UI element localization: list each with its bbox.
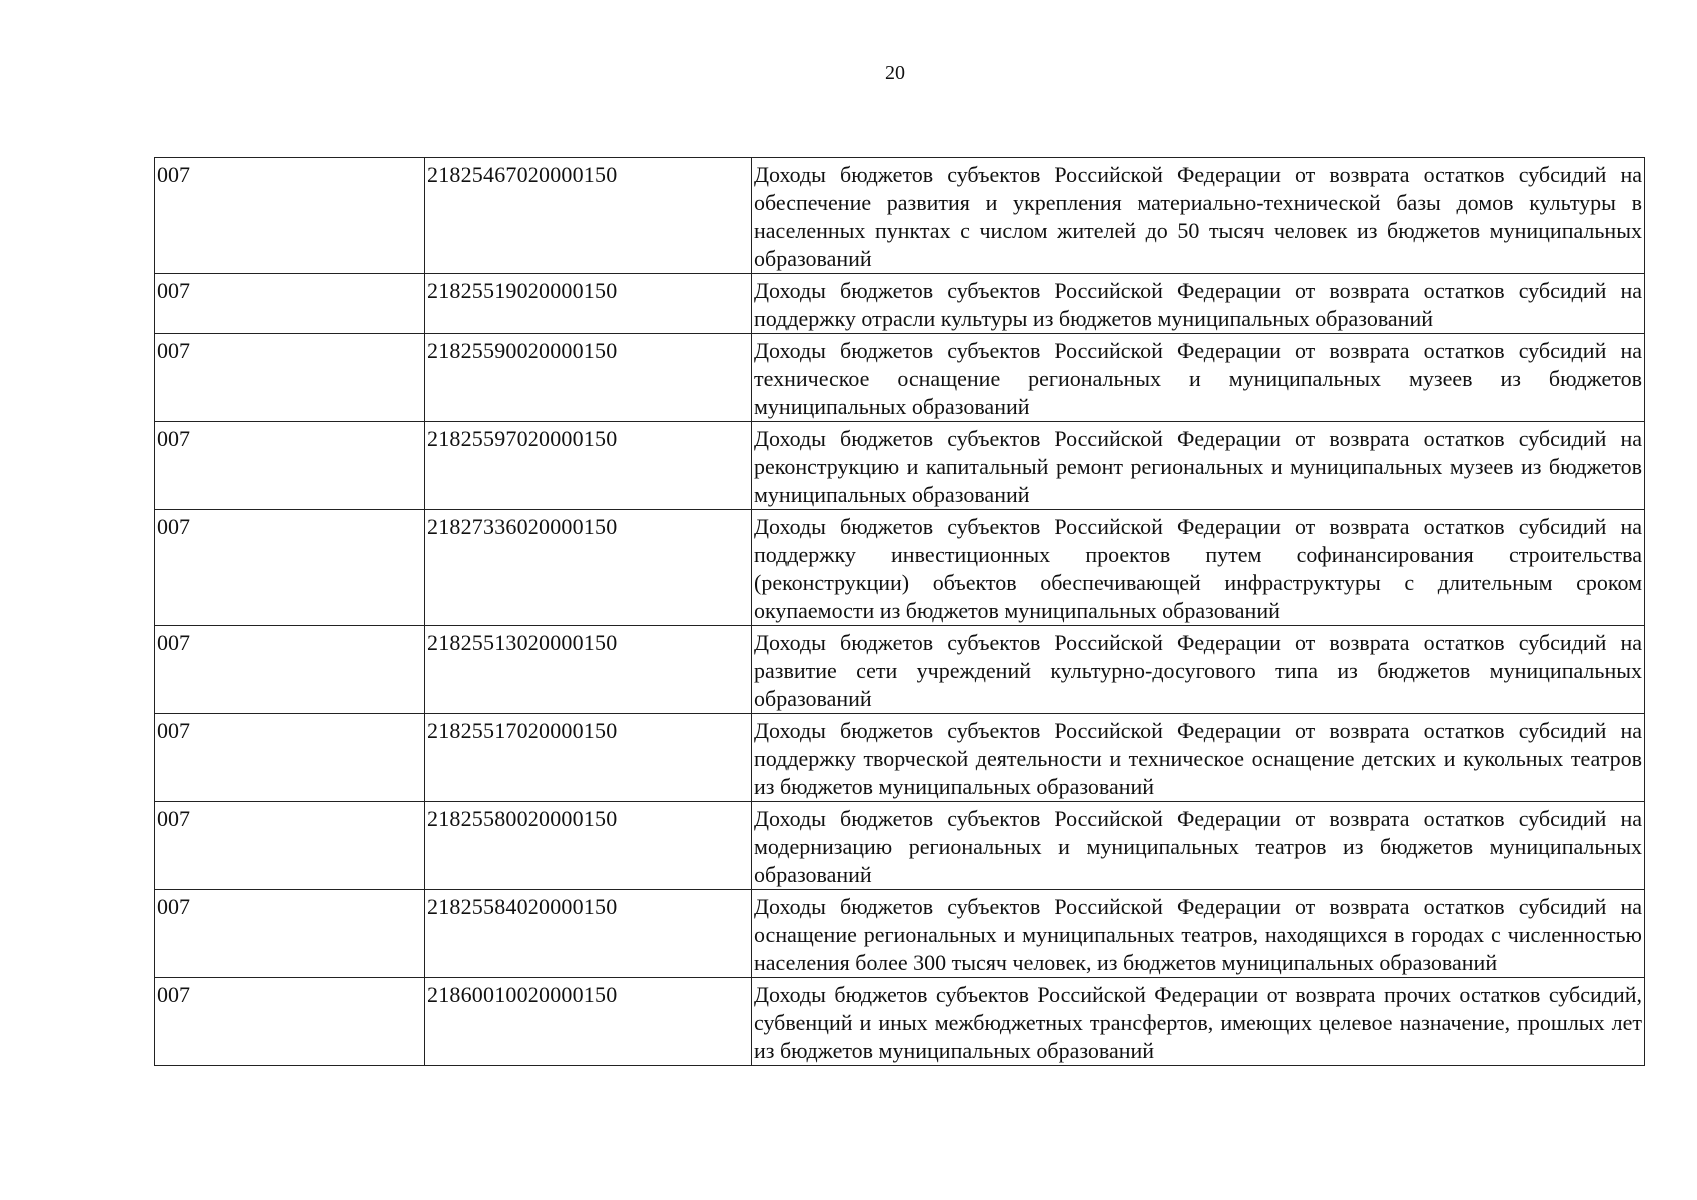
table-row: [155, 626, 1645, 714]
table-row: [155, 422, 1645, 510]
table-row: [155, 714, 1645, 802]
admin-code-cell: 007: [155, 890, 425, 978]
table-row: [155, 158, 1645, 274]
description-cell: Доходы бюджетов субъектов Российской Федерации от возврата остатков субсидий на поддержку творческой деятельности и техническое оснащение детских и кукольных театров из бюджетов муниципальных образований: [752, 714, 1645, 802]
table-row: [155, 334, 1645, 422]
admin-code-cell: 007: [155, 334, 425, 422]
description-cell: Доходы бюджетов субъектов Российской Федерации от возврата остатков субсидий на модернизацию региональных и муниципальных театров из бюджетов муниципальных образований: [752, 802, 1645, 890]
table-row: [155, 510, 1645, 626]
description-cell: Доходы бюджетов субъектов Российской Федерации от возврата остатков субсидий на техническое оснащение региональных и муниципальных музеев из бюджетов муниципальных образований: [752, 334, 1645, 422]
description-cell: Доходы бюджетов субъектов Российской Федерации от возврата остатков субсидий на обеспечение развития и укрепления материально-технической базы домов культуры в населенных пунктах с числом жителей до 50 тысяч человек из бюджетов муниципальных образований: [752, 158, 1645, 274]
table-row: [155, 890, 1645, 978]
description-cell: Доходы бюджетов субъектов Российской Федерации от возврата остатков субсидий на реконструкцию и капитальный ремонт региональных и муниципальных музеев из бюджетов муниципальных образований: [752, 422, 1645, 510]
admin-code-cell: 007: [155, 510, 425, 626]
admin-code-cell: 007: [155, 626, 425, 714]
budget-code-cell: 21825513020000150: [425, 626, 752, 714]
table-row: [155, 978, 1645, 1066]
budget-classification-table: [154, 157, 1645, 1066]
admin-code-cell: 007: [155, 422, 425, 510]
admin-code-cell: 007: [155, 802, 425, 890]
table-row: [155, 274, 1645, 334]
budget-code-cell: 21825580020000150: [425, 802, 752, 890]
description-cell: Доходы бюджетов субъектов Российской Федерации от возврата остатков субсидий на поддержку отрасли культуры из бюджетов муниципальных образований: [752, 274, 1645, 334]
budget-code-cell: 21825517020000150: [425, 714, 752, 802]
description-cell: Доходы бюджетов субъектов Российской Федерации от возврата остатков субсидий на поддержку инвестиционных проектов путем софинансирования строительства (реконструкции) объектов обеспечивающей инфраструктуры с длительным сроком окупаемости из бюджетов муниципальных образований: [752, 510, 1645, 626]
budget-code-cell: 21825590020000150: [425, 334, 752, 422]
table-row: [155, 802, 1645, 890]
admin-code-cell: 007: [155, 978, 425, 1066]
budget-code-cell: 21860010020000150: [425, 978, 752, 1066]
budget-code-cell: 21827336020000150: [425, 510, 752, 626]
description-cell: Доходы бюджетов субъектов Российской Федерации от возврата остатков субсидий на оснащение региональных и муниципальных театров, находящихся в городах с численностью населения более 300 тысяч человек, из бюджетов муниципальных образований: [752, 890, 1645, 978]
description-cell: Доходы бюджетов субъектов Российской Федерации от возврата остатков субсидий на развитие сети учреждений культурно-досугового типа из бюджетов муниципальных образований: [752, 626, 1645, 714]
admin-code-cell: 007: [155, 274, 425, 334]
budget-code-cell: 21825597020000150: [425, 422, 752, 510]
admin-code-cell: 007: [155, 714, 425, 802]
page-number: 20: [885, 62, 905, 84]
budget-code-cell: 21825467020000150: [425, 158, 752, 274]
budget-code-cell: 21825584020000150: [425, 890, 752, 978]
description-cell: Доходы бюджетов субъектов Российской Федерации от возврата прочих остатков субсидий, субвенций и иных межбюджетных трансфертов, имеющих целевое назначение, прошлых лет из бюджетов муниципальных образований: [752, 978, 1645, 1066]
budget-code-cell: 21825519020000150: [425, 274, 752, 334]
admin-code-cell: 007: [155, 158, 425, 274]
